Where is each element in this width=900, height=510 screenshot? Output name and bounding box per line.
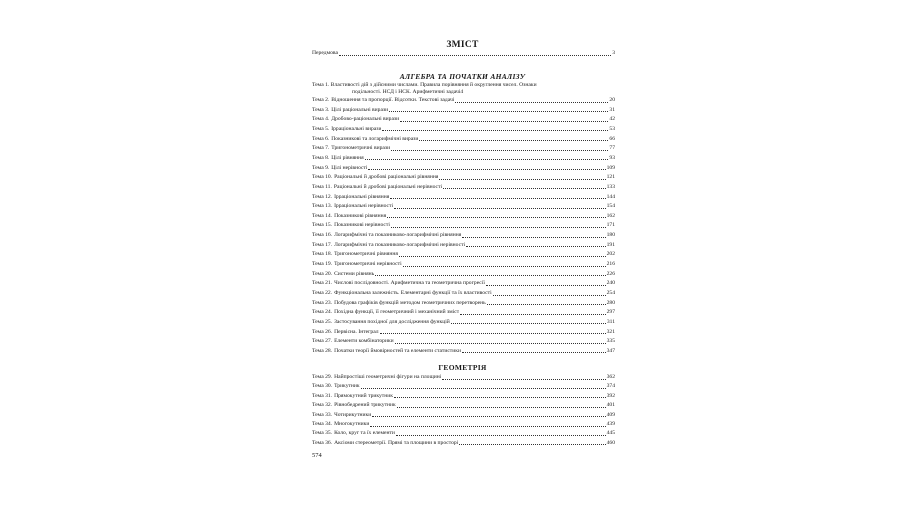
- dot-leader: [387, 217, 605, 218]
- toc-row: [312, 329, 615, 336]
- toc-row: [312, 393, 615, 400]
- toc-page: 392: [606, 392, 615, 399]
- book-page: [300, 30, 625, 480]
- dot-leader: [394, 208, 606, 209]
- page-title: ЗМІСТ: [446, 40, 479, 50]
- toc-row: [312, 251, 615, 258]
- toc-text: Аксіоми стереометрії. Прямі та площини в просторі: [334, 439, 459, 446]
- toc-text: Коло, круг та їх елементи: [334, 430, 395, 437]
- toc-num: Тема 36.: [312, 439, 333, 446]
- toc-row: [312, 174, 615, 181]
- toc-num: Тема 25.: [312, 318, 333, 325]
- toc-page: 374: [606, 383, 615, 390]
- dot-leader: [394, 397, 606, 398]
- toc-text: Многокутники: [334, 421, 370, 427]
- toc-page: 311: [606, 318, 615, 325]
- toc-page: 133: [606, 183, 615, 190]
- toc-num: Тема 9.: [312, 164, 330, 171]
- dot-leader: [389, 111, 608, 112]
- toc-text: Числові послідовності. Арифметична та геометрична прогресії: [334, 280, 485, 287]
- toc-page: 180: [606, 232, 615, 239]
- toc-text: Дробово-раціональні вирази: [331, 116, 400, 123]
- toc-text: Тригонометричні рівняння: [334, 251, 398, 258]
- toc-row: [312, 136, 615, 143]
- toc-page: 66: [609, 135, 615, 142]
- toc-page: 191: [606, 241, 615, 248]
- dot-leader: [391, 150, 608, 151]
- toc-num: Тема 13.: [312, 203, 333, 210]
- toc-text: Елементи комбінаторики: [334, 338, 394, 345]
- toc-row: [312, 213, 615, 220]
- toc-page: 460: [606, 439, 615, 446]
- toc-row: [312, 348, 615, 355]
- toc-page: 335: [606, 338, 615, 345]
- toc-row: [312, 145, 615, 152]
- dot-leader: [396, 435, 606, 436]
- toc-label: Передмова: [312, 50, 338, 56]
- toc-text: Первісна. Інтеграл: [334, 328, 379, 335]
- toc-num: Тема 12.: [312, 193, 333, 200]
- toc-num: Тема 16.: [312, 232, 333, 239]
- dot-leader: [403, 266, 606, 267]
- toc-text: Ірраціональні вирази: [331, 125, 382, 132]
- toc-page: 216: [606, 261, 615, 268]
- toc-row: [312, 116, 615, 123]
- toc-row: [312, 184, 615, 191]
- toc-row: [312, 402, 615, 409]
- toc-num: Тема 22.: [312, 290, 333, 296]
- toc-row-topic-1: [312, 82, 615, 96]
- toc-text: Показникові рівняння: [334, 212, 387, 219]
- dot-leader: [399, 256, 606, 257]
- toc-num: Тема 5.: [312, 125, 330, 132]
- toc-page: 254: [606, 290, 615, 296]
- dot-leader: [368, 169, 605, 170]
- toc-num: Тема 24.: [312, 309, 333, 316]
- toc-row: [312, 271, 615, 278]
- dot-leader: [339, 55, 611, 56]
- toc-row: [312, 261, 615, 268]
- toc-page: 171: [606, 222, 615, 229]
- toc-page: 53: [609, 125, 615, 132]
- toc-num: Тема 7.: [312, 145, 330, 152]
- toc-num: Тема 32.: [312, 402, 333, 409]
- toc-text: Системи рівнянь: [334, 270, 375, 277]
- toc-page: 4: [460, 89, 464, 95]
- toc-num: Тема 29.: [312, 374, 333, 380]
- dot-leader: [370, 426, 605, 427]
- toc-page: 77: [609, 145, 615, 152]
- toc-row: [312, 309, 615, 316]
- toc-text: Тригонометричні нерівності: [334, 261, 402, 268]
- toc-text: Цілі раціональні вирази: [331, 106, 389, 113]
- toc-num: Тема 17.: [312, 241, 333, 248]
- dot-leader: [487, 304, 606, 305]
- dot-leader: [466, 246, 606, 247]
- toc-num: Тема 23.: [312, 299, 333, 306]
- toc-num: Тема 20.: [312, 270, 333, 277]
- toc-row: [312, 222, 615, 229]
- dot-leader: [451, 323, 606, 324]
- toc-text: Похідна функції, її геометричний і механічний зміст: [334, 309, 460, 316]
- toc-row: [312, 97, 615, 104]
- dot-leader: [460, 314, 605, 315]
- toc-text: Ірраціональні нерівності: [334, 203, 394, 210]
- section-heading-geometry: ГЕОМЕТРІЯ: [438, 363, 487, 372]
- toc-text: Трикутник: [334, 383, 360, 390]
- toc-row: [312, 165, 615, 172]
- dot-leader: [439, 179, 605, 180]
- toc-num: Тема 10.: [312, 174, 333, 181]
- toc-page: 280: [606, 299, 615, 306]
- toc-row: [312, 440, 615, 447]
- toc-row: [312, 107, 615, 114]
- toc-page: 162: [606, 212, 615, 219]
- toc-page: 31: [609, 106, 615, 113]
- toc-page: 401: [606, 402, 615, 409]
- toc-row: [312, 155, 615, 162]
- toc-num: Тема 18.: [312, 251, 333, 258]
- dot-leader: [459, 444, 605, 445]
- toc-num: Тема 21.: [312, 280, 333, 287]
- dot-leader: [419, 140, 608, 141]
- toc-page: 3: [612, 50, 615, 56]
- dot-leader: [400, 121, 608, 122]
- toc-page: 93: [609, 154, 615, 161]
- toc-page: 154: [606, 203, 615, 210]
- toc-text: Цілі нерівності: [331, 164, 368, 171]
- toc-row: [312, 412, 615, 419]
- toc-page: 439: [606, 421, 615, 427]
- toc-row: [312, 126, 615, 133]
- toc-text: Показникові та логарифмічні вирази: [331, 135, 419, 142]
- toc-row: [312, 383, 615, 390]
- toc-text: Рівнобедрений трикутник: [334, 402, 396, 409]
- toc-page: 409: [606, 411, 615, 418]
- toc-page: 226: [606, 270, 615, 277]
- toc-num: Тема 26.: [312, 328, 333, 335]
- toc-num: Тема 28.: [312, 347, 333, 354]
- toc-num: Тема 31.: [312, 392, 333, 399]
- toc-page: 445: [606, 430, 615, 437]
- toc-num: Тема 3.: [312, 106, 330, 113]
- dot-leader: [395, 343, 606, 344]
- toc-page: 144: [606, 193, 615, 200]
- toc-num: Тема 15.: [312, 222, 333, 229]
- toc-text: Логарифмічні та показниково-логарифмічні рівняння: [334, 232, 462, 239]
- toc-page: 321: [606, 328, 615, 335]
- toc-num: Тема 4.: [312, 116, 330, 123]
- toc-num: Тема 6.: [312, 135, 330, 142]
- toc-text: Прямокутний трикутник: [334, 392, 393, 399]
- dot-leader: [462, 352, 606, 353]
- toc-row: [312, 338, 615, 345]
- toc-num: Тема 8.: [312, 154, 330, 161]
- dot-leader: [391, 227, 606, 228]
- toc-row: [312, 300, 615, 307]
- dot-leader: [486, 285, 606, 286]
- toc-row: [312, 280, 615, 287]
- toc-page: 297: [606, 309, 615, 316]
- dot-leader: [361, 388, 606, 389]
- toc-num: Тема 33.: [312, 411, 333, 418]
- toc-num: Тема 19.: [312, 261, 333, 268]
- toc-text: Початки теорії ймовірностей та елементи статистики: [334, 347, 461, 354]
- toc-row: [312, 374, 615, 381]
- toc-page: 121: [606, 174, 615, 181]
- toc-num: Тема 27.: [312, 338, 333, 345]
- toc-row: [312, 242, 615, 249]
- toc-page: 20: [609, 97, 615, 103]
- toc-row-preface: [312, 50, 615, 57]
- toc-num: Тема 14.: [312, 212, 333, 219]
- toc-text: Ірраціональні рівняння: [334, 193, 390, 200]
- toc-num: Тема 35.: [312, 430, 333, 437]
- toc-row: [312, 232, 615, 239]
- toc-text: Чотирикутники: [334, 411, 372, 418]
- toc-text: Функціональна залежність. Елементарні функції та їх властивості: [334, 290, 492, 296]
- toc-text: Цілі рівняння: [331, 154, 364, 161]
- toc-row: [312, 203, 615, 210]
- dot-leader: [380, 333, 606, 334]
- dot-leader: [375, 275, 605, 276]
- toc-num: Тема 30.: [312, 383, 333, 390]
- toc-page: 240: [606, 280, 615, 287]
- toc-text: Побудова графіків функцій методом геометричних перетворень: [334, 299, 486, 306]
- toc-row: [312, 421, 615, 428]
- toc-num: Тема 34.: [312, 421, 333, 427]
- dot-leader: [442, 379, 605, 380]
- toc-text: Показникові нерівності: [334, 222, 390, 229]
- toc-text: Логарифмічні та показниково-логарифмічні нерівності: [334, 241, 466, 248]
- dot-leader: [443, 188, 606, 189]
- toc-page: 347: [606, 347, 615, 354]
- toc-page: 109: [606, 164, 615, 171]
- dot-leader: [493, 295, 606, 296]
- dot-leader: [372, 416, 605, 417]
- toc-page: 42: [609, 116, 615, 123]
- toc-row: [312, 430, 615, 437]
- toc-page: 362: [606, 374, 615, 380]
- section-heading-algebra: АЛГЕБРА ТА ПОЧАТКИ АНАЛІЗУ: [399, 72, 526, 81]
- toc-text: Властивості дій з дійсними числами. Правила порівняння й округлення чисел. Ознаки: [330, 82, 537, 88]
- toc-text: Застосування похідної для дослідження функцій: [334, 318, 450, 325]
- toc-row: [312, 319, 615, 326]
- dot-leader: [397, 407, 606, 408]
- toc-text: Найпростіші геометричні фігури на площині: [334, 374, 442, 380]
- toc-num: Тема 2.: [312, 97, 330, 103]
- dot-leader: [390, 198, 605, 199]
- toc-text: Раціональні й дробові раціональні рівняння: [334, 174, 439, 181]
- toc-num: Тема 11.: [312, 183, 332, 190]
- dot-leader: [455, 102, 608, 103]
- toc-text: Раціональні й дробові раціональні нерівності: [333, 183, 442, 190]
- toc-row: [312, 194, 615, 201]
- dot-leader: [462, 237, 605, 238]
- toc-text: Відношення та пропорції. Відсотки. Текстові задачі: [331, 97, 455, 103]
- toc-num: Тема 1.: [312, 82, 330, 88]
- page-number: 574: [312, 452, 322, 459]
- toc-text: Тригонометричні вирази: [331, 145, 391, 152]
- toc-row: [312, 290, 615, 297]
- dot-leader: [382, 130, 608, 131]
- toc-page: 202: [606, 251, 615, 258]
- toc-text-cont: подільності. НСД і НСК. Арифметичні задачі: [352, 89, 461, 95]
- dot-leader: [365, 159, 609, 160]
